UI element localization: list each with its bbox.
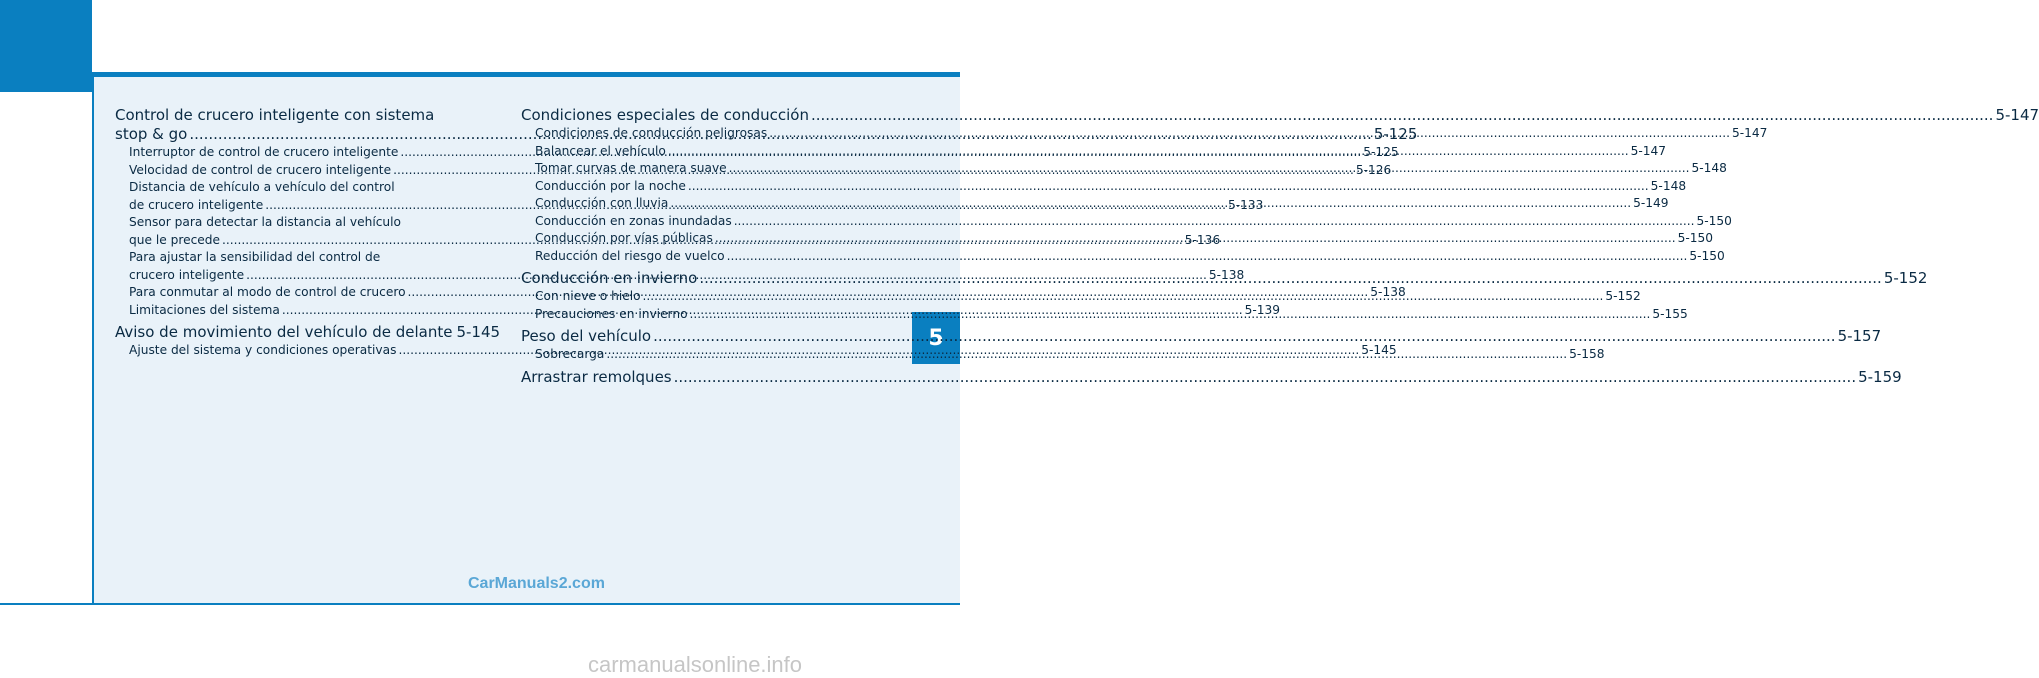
toc-page-number: 5-149 [1633, 196, 1669, 210]
toc-subentry-title: Tomar curvas de manera suave [535, 161, 727, 175]
toc-page-number: 5-150 [1696, 213, 1732, 228]
toc-page-number: 5-147 [1630, 143, 1666, 158]
toc-subentry-title: Condiciones de conducción peligrosas [535, 126, 768, 140]
toc-page-number: 5-152 [1605, 289, 1641, 303]
toc-page-number: 5-159 [1858, 367, 1902, 386]
dot-leader [734, 213, 1695, 231]
toc-subentry-title: Interruptor de control de crucero inteligente [129, 145, 399, 159]
toc-page-number: 5-147 [1731, 126, 1768, 140]
dot-leader [670, 195, 1631, 213]
toc-page-number: 5-150 [1689, 248, 1725, 263]
toc-subentry-title: Conducción en zonas inundadas [535, 213, 732, 228]
toc-entry-special-conditions[interactable] [521, 106, 2039, 125]
toc-page-number: 5-157 [1837, 327, 1882, 345]
toc-subentry-title: Balancear el vehículo [535, 143, 666, 158]
toc-page-number: 5-150 [1677, 231, 1714, 245]
dot-leader [668, 143, 1629, 161]
toc-subentry-title: Velocidad de control de crucero inteligente [129, 162, 392, 177]
toc-page-number: 5-158 [1569, 347, 1605, 361]
toc-page-number: 5-126 [1355, 162, 1392, 177]
toc-entry-title: Condiciones especiales de conducción [521, 106, 809, 124]
toc-subentry-title: Ajuste del sistema y condiciones operativas [129, 343, 397, 357]
dot-leader [653, 327, 1835, 346]
toc-page-number: 5-148 [1691, 161, 1727, 175]
toc-subentry-title: Con nieve o hielo [535, 289, 641, 303]
corner-block [0, 0, 92, 92]
dot-leader [715, 230, 1676, 248]
dot-leader [729, 160, 1690, 178]
toc-subentry-title: Conducción por vías públicas [535, 231, 713, 245]
dot-leader [606, 346, 1567, 364]
toc-page-number: 5-147 [1995, 106, 2039, 124]
toc-page-number: 5-155 [1652, 306, 1688, 321]
toc-subentry-title: Limitaciones del sistema [129, 302, 280, 317]
toc-page-number: 5-138 [1370, 285, 1406, 299]
toc-page-number: 5-125 [1373, 125, 1418, 143]
bottom-rule [0, 603, 960, 605]
toc-page-number: 5-133 [1227, 197, 1264, 212]
toc-entry-vehicle-weight[interactable] [521, 327, 1882, 346]
toc-subentry[interactable] [521, 248, 1725, 266]
toc-subentry-title: crucero inteligente [129, 267, 245, 282]
toc-page-number: 5-145 [1361, 343, 1397, 357]
watermark-text: CarManuals2.com [468, 575, 605, 592]
toc-entry-title: stop & go [115, 125, 188, 143]
top-rule [92, 72, 960, 77]
dot-leader [811, 106, 1993, 125]
toc-page-number: 5-152 [1883, 269, 1928, 287]
toc-page-number: 5-136 [1184, 232, 1221, 247]
dot-leader [643, 288, 1604, 306]
footer-watermark-text: carmanualsonline.info [588, 652, 803, 677]
toc-subentry[interactable] [521, 213, 1732, 231]
dot-leader [727, 248, 1688, 266]
dot-leader [688, 178, 1649, 196]
toc-subentry-title: de crucero inteligente [129, 197, 264, 212]
dot-leader [690, 306, 1651, 324]
toc-subentry-title: Precauciones en invierno [535, 306, 688, 321]
toc-page-number: 5-145 [456, 323, 501, 341]
toc-subentry-line[interactable]: Distancia de vehículo a vehículo del control [129, 180, 395, 194]
toc-entry-title: Peso del vehículo [521, 327, 652, 345]
toc-subentry-title: Reducción del riesgo de vuelco [535, 248, 725, 263]
toc-entry-title: Conducción en invierno [521, 269, 698, 287]
toc-subentry[interactable] [521, 178, 1687, 196]
dot-leader [699, 269, 1881, 288]
toc-subentry-title: Sobrecarga [535, 347, 605, 361]
toc-entry-trailer-towing[interactable] [521, 367, 1902, 387]
toc-page-number: 5-125 [1363, 145, 1399, 159]
chapter-tab[interactable]: 5 [912, 312, 960, 364]
toc-subentry-line[interactable]: Sensor para detectar la distancia al vehículo [129, 215, 401, 229]
toc-entry-title: Aviso de movimiento del vehículo de delante [115, 323, 453, 341]
toc-subentry-title: Conducción con lluvia [535, 196, 669, 210]
toc-page-number: 5-139 [1244, 302, 1281, 317]
toc-page-number: 5-148 [1650, 178, 1687, 193]
toc-subentry-title: Para conmutar al modo de control de crucero [129, 285, 406, 299]
dot-leader [674, 368, 1856, 387]
toc-entry-forward-vehicle-warning[interactable] [115, 323, 501, 342]
left-rule [92, 77, 94, 604]
toc-entry-title: Arrastrar remolques [521, 367, 672, 386]
toc-page-number: 5-138 [1208, 267, 1245, 282]
toc-subentry-title: que le precede [129, 232, 221, 247]
toc-entry-line[interactable]: Control de crucero inteligente con sistema [115, 106, 435, 124]
toc-subentry-title: Conducción por la noche [535, 178, 686, 193]
toc-subentry-line[interactable]: Para ajustar la sensibilidad del control de [129, 250, 381, 264]
dot-leader [769, 125, 1730, 143]
